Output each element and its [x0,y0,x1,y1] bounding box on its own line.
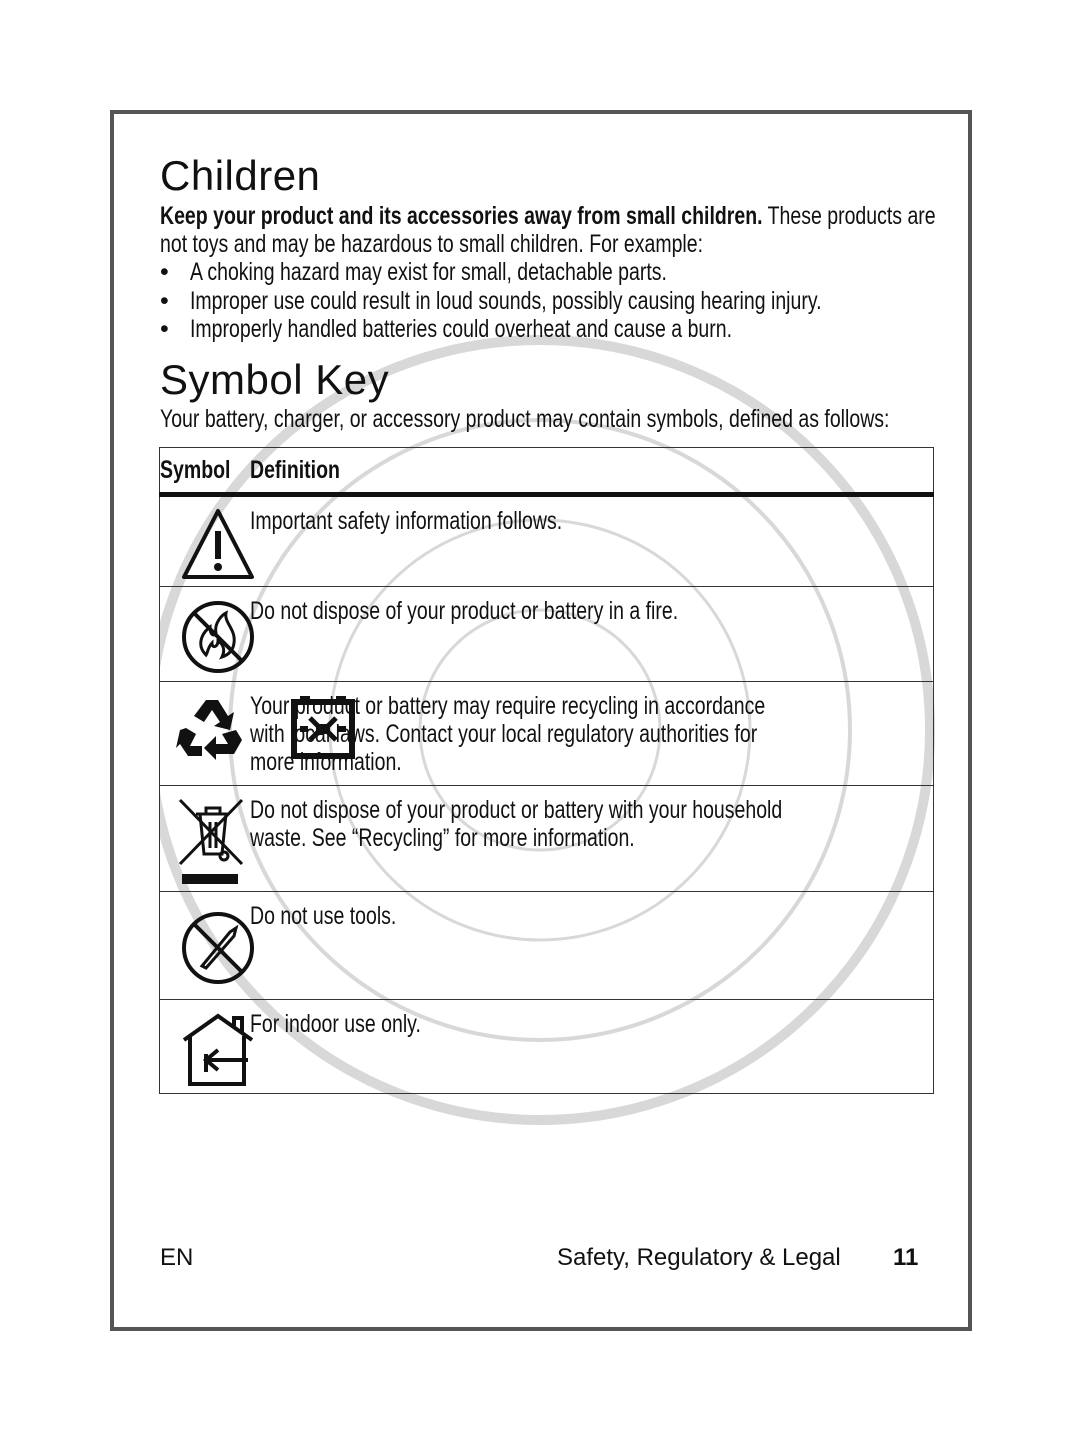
table-row [160,495,934,587]
crossed-bin-icon [176,796,248,886]
definition-text: Important safety information follows. [250,507,563,535]
definition-text: waste. See “Recycling” for more information. [250,824,636,852]
definition-text: with local laws. Contact your local regulatory authorities for [250,720,758,748]
definition-text: more information. [250,748,403,776]
children-heading: Children [160,152,321,199]
table-row [160,1000,934,1094]
indoor-use-icon [178,1010,258,1090]
definition-text: Your product or battery may require recycling in accordance [250,692,766,720]
children-intro-rest: These products are [762,202,936,230]
recycle-icon [176,694,248,766]
children-intro-line2: not toys and may be hazardous to small children. For example: [160,230,704,258]
footer-section-title: Safety, Regulatory & Legal [557,1244,841,1271]
header-definition: Definition [250,448,933,495]
definition-text: For indoor use only. [250,1010,422,1038]
symbol-key-heading: Symbol Key [160,356,390,403]
no-tools-icon [178,908,258,988]
page-number: 11 [893,1244,919,1271]
definition-text: Do not dispose of your product or battery with your household [250,796,783,824]
symbol-key-intro: Your battery, charger, or accessory product may contain symbols, defined as follows: [160,405,890,433]
symbol-table [159,447,934,1094]
warning-triangle-icon [178,505,258,585]
header-symbol: Symbol [160,448,251,495]
definition-text: Do not use tools. [250,902,397,930]
children-intro-line1 [160,202,1080,230]
table-row [160,682,934,786]
children-intro-bold: Keep your product and its accessories away from small children. [160,202,763,230]
footer-language: EN [160,1244,194,1271]
table-row [160,587,934,682]
table-row [160,786,934,892]
table-row [160,892,934,1000]
definition-text: Do not dispose of your product or battery in a fire. [250,597,679,625]
no-fire-icon [178,597,258,677]
